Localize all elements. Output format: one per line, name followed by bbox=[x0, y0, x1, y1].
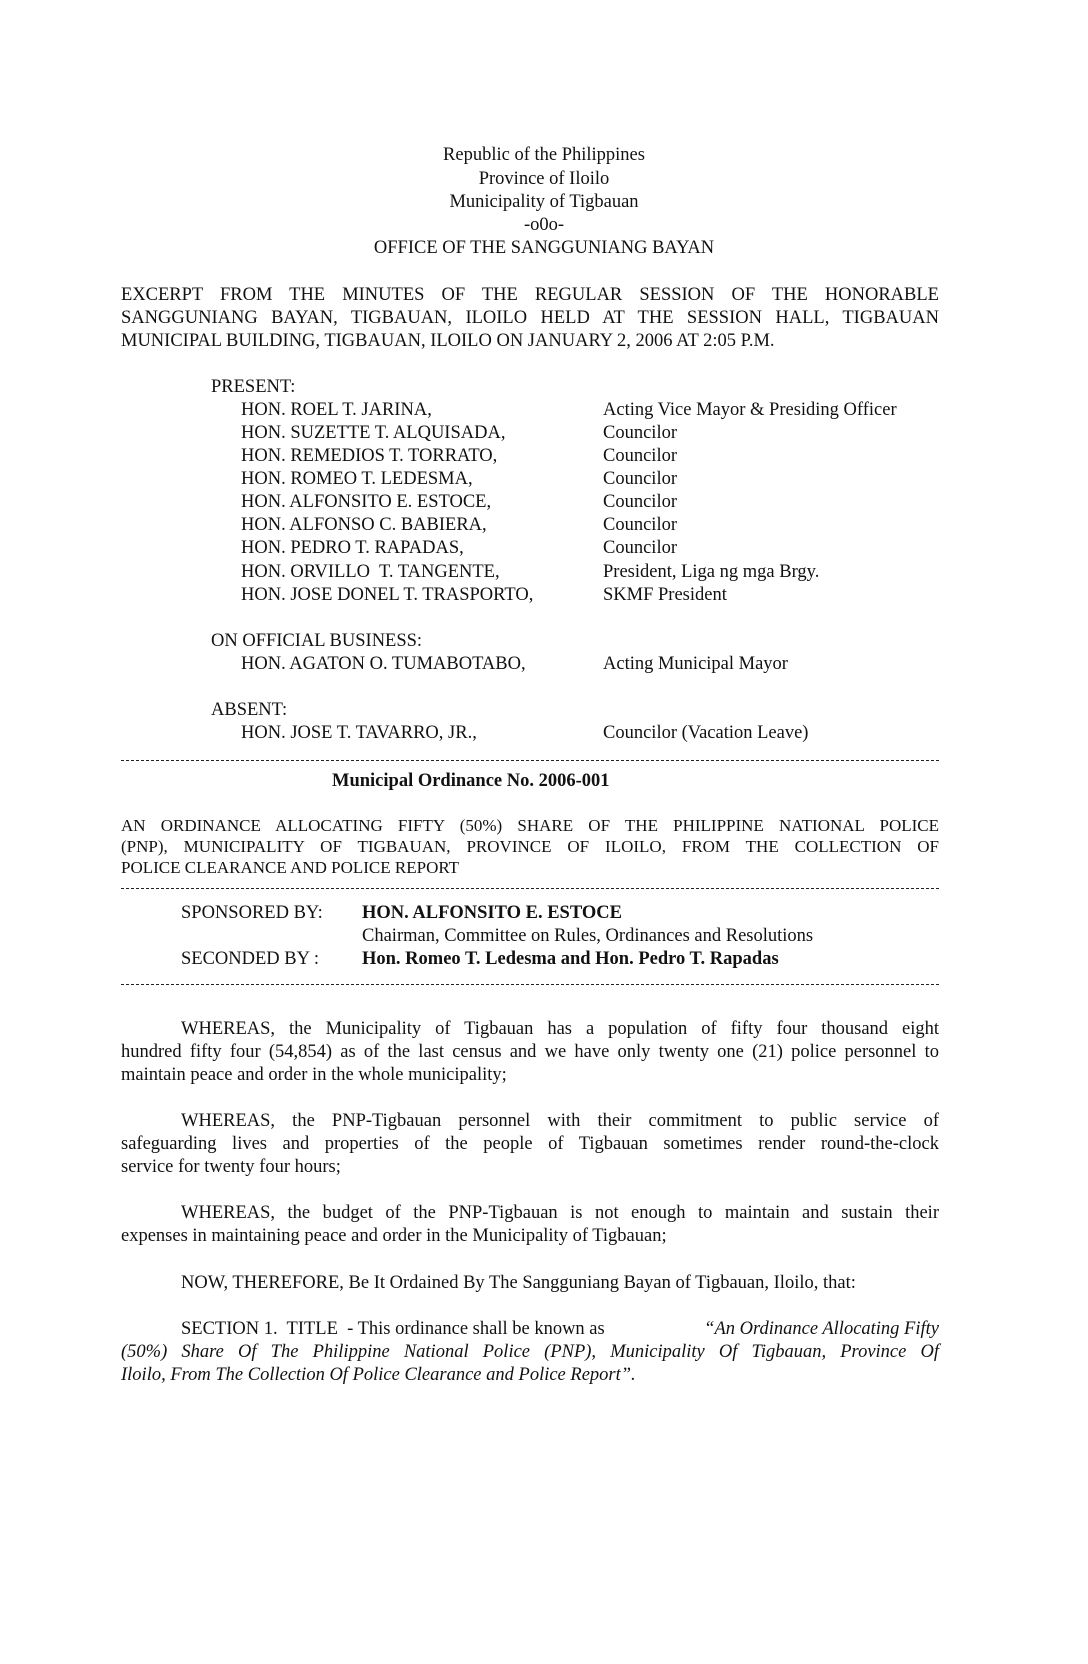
present-name: HON. PEDRO T. RAPADAS, bbox=[241, 538, 464, 558]
present-position: President, Liga ng mga Brgy. bbox=[603, 562, 820, 582]
ordinance-number: Municipal Ordinance No. 2006-001 bbox=[332, 771, 610, 791]
excerpt-line-2: SANGGUNIANG BAYAN, TIGBAUAN, ILOILO HELD AT THE SESSION HALL, TIGBAUAN bbox=[121, 308, 939, 328]
dashed-divider bbox=[121, 888, 939, 889]
whereas-2-line-2: safeguarding lives and properties of the people of Tigbauan sometimes render round-the-clock bbox=[121, 1134, 939, 1154]
official-business-position: Acting Municipal Mayor bbox=[603, 654, 788, 674]
present-name: HON. ROEL T. JARINA, bbox=[241, 400, 432, 420]
absent-position: Councilor (Vacation Leave) bbox=[603, 723, 809, 743]
whereas-1-line-3: maintain peace and order in the whole municipality; bbox=[121, 1065, 507, 1085]
ordinance-title-line-2: (PNP), MUNICIPALITY OF TIGBAUAN, PROVINCE OF ILOILO, FROM THE COLLECTION OF bbox=[121, 837, 939, 856]
whereas-2-line-3: service for twenty four hours; bbox=[121, 1157, 341, 1177]
absent-name: HON. JOSE T. TAVARRO, JR., bbox=[241, 723, 477, 743]
dashed-divider bbox=[121, 760, 939, 761]
ordinance-title-line-3: POLICE CLEARANCE AND POLICE REPORT bbox=[121, 858, 460, 877]
header-separator: -o0o- bbox=[523, 215, 565, 235]
present-name: HON. SUZETTE T. ALQUISADA, bbox=[241, 423, 506, 443]
whereas-3-line-2: expenses in maintaining peace and order in the Municipality of Tigbauan; bbox=[121, 1226, 667, 1246]
whereas-3-line-1: WHEREAS, the budget of the PNP-Tigbauan is not enough to maintain and sustain their bbox=[181, 1203, 939, 1223]
official-business-name: HON. AGATON O. TUMABOTABO, bbox=[241, 654, 526, 674]
absent-label: ABSENT: bbox=[211, 700, 288, 720]
present-position: Acting Vice Mayor & Presiding Officer bbox=[603, 400, 897, 420]
whereas-1-line-2: hundred fifty four (54,854) as of the last census and we have only twenty one (21) police personnel to bbox=[121, 1042, 939, 1062]
excerpt-line-1: EXCERPT FROM THE MINUTES OF THE REGULAR SESSION OF THE HONORABLE bbox=[121, 285, 939, 305]
sponsor-name: HON. ALFONSITO E. ESTOCE bbox=[362, 903, 622, 923]
section-1-line-3: Iloilo, From The Collection Of Police Clearance and Police Report”. bbox=[121, 1365, 636, 1385]
seconders-names: Hon. Romeo T. Ledesma and Hon. Pedro T. Rapadas bbox=[362, 949, 779, 969]
seconded-by-label: SECONDED BY : bbox=[181, 949, 320, 969]
header-province: Province of Iloilo bbox=[478, 169, 610, 189]
section-1-prefix: SECTION 1. TITLE - This ordinance shall be known as bbox=[181, 1319, 610, 1339]
section-1-line-2: (50%) Share Of The Philippine National Police (PNP), Municipality Of Tigbauan, Province Of bbox=[121, 1342, 939, 1362]
whereas-2-line-1: WHEREAS, the PNP-Tigbauan personnel with their commitment to public service of bbox=[181, 1111, 939, 1131]
present-position: SKMF President bbox=[603, 585, 727, 605]
present-position: Councilor bbox=[603, 423, 677, 443]
present-name: HON. ROMEO T. LEDESMA, bbox=[241, 469, 473, 489]
header-municipality: Municipality of Tigbauan bbox=[449, 192, 639, 212]
present-name: HON. ALFONSO C. BABIERA, bbox=[241, 515, 487, 535]
sponsored-by-label: SPONSORED BY: bbox=[181, 903, 323, 923]
official-business-label: ON OFFICIAL BUSINESS: bbox=[211, 631, 423, 651]
section-1-line-1 bbox=[181, 1318, 939, 1341]
present-position: Councilor bbox=[603, 469, 677, 489]
present-name: HON. ALFONSITO E. ESTOCE, bbox=[241, 492, 492, 512]
now-therefore-clause: NOW, THEREFORE, Be It Ordained By The Sangguniang Bayan of Tigbauan, Iloilo, that: bbox=[181, 1273, 856, 1293]
dashed-divider bbox=[121, 984, 939, 985]
sponsor-role: Chairman, Committee on Rules, Ordinances and Resolutions bbox=[362, 926, 814, 946]
header-office: OFFICE OF THE SANGGUNIANG BAYAN bbox=[373, 238, 715, 258]
ordinance-title-line-1: AN ORDINANCE ALLOCATING FIFTY (50%) SHARE OF THE PHILIPPINE NATIONAL POLICE bbox=[121, 816, 939, 835]
present-position: Councilor bbox=[603, 538, 677, 558]
header-republic: Republic of the Philippines bbox=[443, 145, 645, 165]
present-position: Councilor bbox=[603, 446, 677, 466]
excerpt-line-3: MUNICIPAL BUILDING, TIGBAUAN, ILOILO ON JANUARY 2, 2006 AT 2:05 P.M. bbox=[121, 331, 775, 351]
present-position: Councilor bbox=[603, 492, 677, 512]
present-label: PRESENT: bbox=[211, 377, 296, 397]
present-name: HON. JOSE DONEL T. TRASPORTO, bbox=[241, 585, 534, 605]
section-1-title-start: “An Ordinance Allocating Fifty bbox=[704, 1319, 939, 1339]
whereas-1-line-1: WHEREAS, the Municipality of Tigbauan has a population of fifty four thousand eight bbox=[181, 1019, 939, 1039]
present-name: HON. REMEDIOS T. TORRATO, bbox=[241, 446, 498, 466]
present-position: Councilor bbox=[603, 515, 677, 535]
present-name: HON. ORVILLO T. TANGENTE, bbox=[241, 562, 500, 582]
